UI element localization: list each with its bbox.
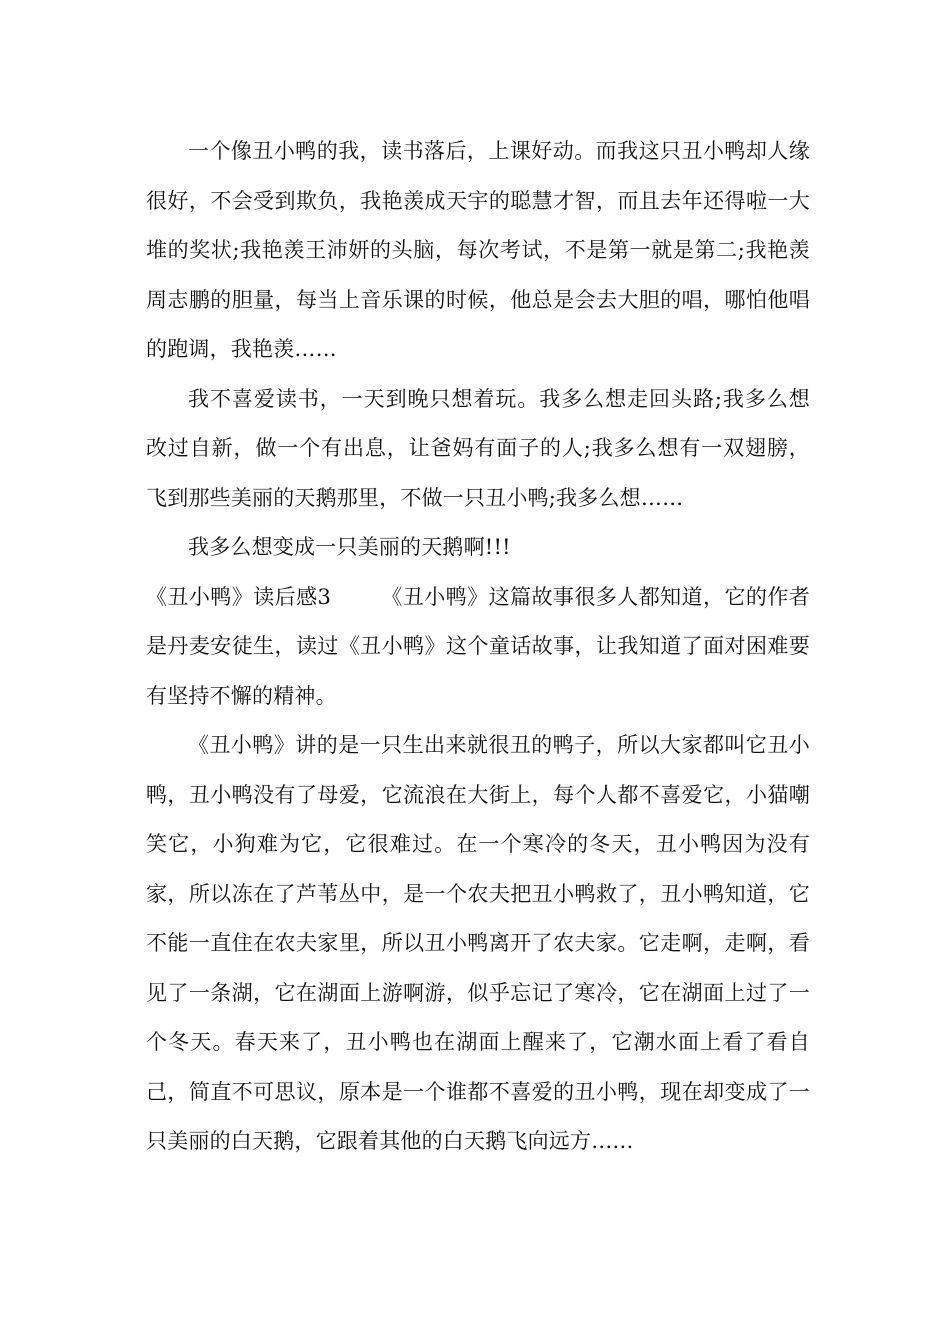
paragraph-ugly-duckling-me: 一个像丑小鸭的我，读书落后，上课好动。而我这只丑小鸭却人缘很好，不会受到欺负，我艳羡成天宇的聪慧才智，而且去年还得啦一大堆的奖状;我艳羡王沛妍的头脑，每次考试，不是第一就是第二;我艳羡周志鹏的胆量，每当上音乐课的时候，他总是会去大胆的唱，哪怕他唱的跑调，我艳羡…… (146, 139, 810, 361)
paragraph-wish-swan: 我多么想变成一只美丽的天鹅啊!!! (188, 535, 511, 559)
section-intro-paragraph (146, 573, 810, 722)
section-intro-text: 《丑小鸭》这篇故事很多人都知道，它的作者是丹麦安徒生，读过《丑小鸭》这个童话故事，让我知道了面对困难要有坚持不懈的精神。 (146, 584, 811, 708)
document-page (146, 127, 810, 1167)
paragraph-wish-list: 我不喜爱读书，一天到晚只想着玩。我多么想走回头路;我多么想改过自新，做一个有出息，让爸妈有面子的人;我多么想有一双翅膀，飞到那些美丽的天鹅那里，不做一只丑小鸭;我多么想…… (146, 386, 810, 510)
paragraph-story-summary: 《丑小鸭》讲的是一只生出来就很丑的鸭子，所以大家都叫它丑小鸭，丑小鸭没有了母爱，它流浪在大街上，每个人都不喜爱它，小猫嘲笑它，小狗难为它，它很难过。在一个寒冷的冬天，丑小鸭因为没有家，所以冻在了芦苇丛中，是一个农夫把丑小鸭救了，丑小鸭知道，它不能一直住在农夫家里，所以丑小鸭离开了农夫家。它走啊，走啊，看见了一条湖，它在湖面上游啊游，似乎忘记了寒冷，它在湖面上过了一个冬天。春天来了，丑小鸭也在湖面上醒来了，它潮水面上看了看自己，简直不可思议，原本是一个谁都不喜爱的丑小鸭，现在却变成了一只美丽的白天鹅，它跟着其他的白天鹅飞向远方…… (146, 733, 810, 1153)
section-heading: 《丑小鸭》读后感3 (146, 584, 332, 609)
